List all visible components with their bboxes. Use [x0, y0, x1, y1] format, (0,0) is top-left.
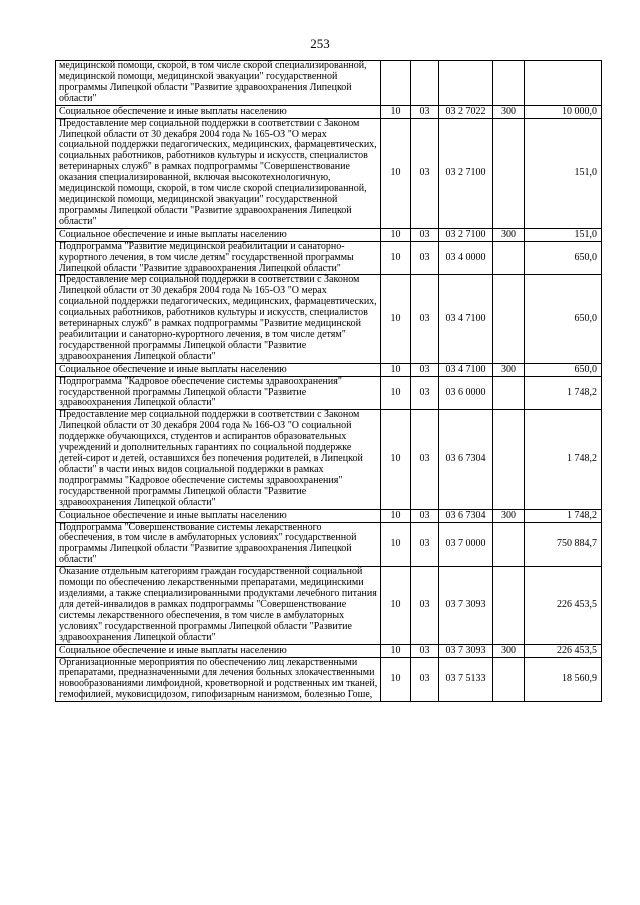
row-amount: 18 560,9	[525, 657, 602, 702]
row-subsection	[411, 61, 439, 106]
row-amount: 1 748,2	[525, 509, 602, 522]
row-expense-type	[493, 241, 525, 275]
row-target-article: 03 6 0000	[439, 376, 493, 410]
row-description: медицинской помощи, скорой, в том числе скорой специализированной, медицинской помощи, медицинской эвакуации" государственной программы Липецкой области "Развитие здравоохранения Липецкой области"	[56, 61, 381, 106]
row-target-article: 03 6 7304	[439, 509, 493, 522]
row-subsection: 03	[411, 376, 439, 410]
table-row	[56, 376, 602, 410]
row-description: Социальное обеспечение и иные выплаты населению	[56, 644, 381, 657]
table-row	[56, 522, 602, 567]
row-section: 10	[381, 567, 411, 644]
row-amount: 151,0	[525, 228, 602, 241]
row-target-article: 03 6 7304	[439, 410, 493, 509]
row-target-article: 03 2 7100	[439, 118, 493, 228]
row-expense-type	[493, 118, 525, 228]
row-amount: 1 748,2	[525, 376, 602, 410]
row-section: 10	[381, 509, 411, 522]
row-expense-type	[493, 410, 525, 509]
row-subsection: 03	[411, 644, 439, 657]
row-expense-type	[493, 376, 525, 410]
row-subsection: 03	[411, 567, 439, 644]
row-expense-type: 300	[493, 228, 525, 241]
row-target-article	[439, 61, 493, 106]
row-amount: 650,0	[525, 241, 602, 275]
table-row	[56, 567, 602, 644]
row-amount: 10 000,0	[525, 105, 602, 118]
row-section: 10	[381, 241, 411, 275]
table-row	[56, 410, 602, 509]
row-section	[381, 61, 411, 106]
row-section: 10	[381, 363, 411, 376]
row-description: Социальное обеспечение и иные выплаты населению	[56, 509, 381, 522]
row-section: 10	[381, 522, 411, 567]
table-row	[56, 241, 602, 275]
row-target-article: 03 2 7022	[439, 105, 493, 118]
row-section: 10	[381, 105, 411, 118]
row-expense-type	[493, 657, 525, 702]
row-section: 10	[381, 275, 411, 363]
row-section: 10	[381, 118, 411, 228]
row-description: Социальное обеспечение и иные выплаты населению	[56, 105, 381, 118]
row-target-article: 03 7 3093	[439, 644, 493, 657]
row-expense-type: 300	[493, 644, 525, 657]
row-target-article: 03 4 7100	[439, 275, 493, 363]
row-expense-type: 300	[493, 363, 525, 376]
row-description: Оказание отдельным категориям граждан государственной социальной помощи по обеспечению лекарственными препаратами, медицинскими изделиями, а также специализированными продуктами лечебного питания для детей-инвалидов в рамках подпрограммы "Совершенствование системы лекарственного обеспечения, в том числе в амбулаторных условиях" государственной программы Липецкой области "Развитие здравоохранения Липецкой области"	[56, 567, 381, 644]
row-amount: 650,0	[525, 363, 602, 376]
table-row	[56, 657, 602, 702]
row-subsection: 03	[411, 509, 439, 522]
row-description: Организационные мероприятия по обеспечению лиц лекарственными препаратами, предназначенными для лечения больных злокачественными новообразованиями лимфоидной, кроветворной и родственных им тканей, гемофилией, муковисцидозом, гипофизарным нанизмом, болезнью Гоше,	[56, 657, 381, 702]
row-subsection: 03	[411, 275, 439, 363]
row-subsection: 03	[411, 228, 439, 241]
row-description: Социальное обеспечение и иные выплаты населению	[56, 363, 381, 376]
table-row	[56, 61, 602, 106]
row-target-article: 03 7 3093	[439, 567, 493, 644]
row-description: Подпрограмма "Развитие медицинской реабилитации и санаторно-курортного лечения, в том числе детям" государственной программы Липецкой области "Развитие здравоохранения Липецкой области"	[56, 241, 381, 275]
row-section: 10	[381, 644, 411, 657]
row-amount: 226 453,5	[525, 644, 602, 657]
budget-table-body	[56, 61, 602, 702]
row-expense-type	[493, 275, 525, 363]
table-row	[56, 118, 602, 228]
row-expense-type: 300	[493, 509, 525, 522]
row-description: Предоставление мер социальной поддержки в соответствии с Законом Липецкой области от 30 декабря 2004 года № 165-ОЗ "О мерах социальной поддержки педагогических, медицинских, фармацевтических, социальных работников, работников культуры и искусств, специалистов ветеринарных служб" в рамках подпрограммы "Совершенствование оказания специализированной, включая высокотехнологичную, медицинской помощи, скорой, в том числе скорой специализированной, медицинской помощи, медицинской эвакуации" государственной программы Липецкой области "Развитие здравоохранения Липецкой области"	[56, 118, 381, 228]
row-amount: 750 884,7	[525, 522, 602, 567]
table-row	[56, 275, 602, 363]
row-description: Социальное обеспечение и иные выплаты населению	[56, 228, 381, 241]
budget-table	[55, 60, 602, 702]
row-description: Подпрограмма "Кадровое обеспечение системы здравоохранения" государственной программы Липецкой области "Развитие здравоохранения Липецкой области"	[56, 376, 381, 410]
row-subsection: 03	[411, 118, 439, 228]
row-description: Предоставление мер социальной поддержки в соответствии с Законом Липецкой области от 30 декабря 2004 года № 166-ОЗ "О социальной поддержке обучающихся, студентов и аспирантов образовательных учреждений и дополнительных гарантиях по социальной поддержке детей-сирот и детей, оставшихся без попечения родителей, в Липецкой области" в части иных видов социальной поддержки в рамках подпрограммы "Кадровое обеспечение системы здравоохранения" государственной программы Липецкой области "Развитие здравоохранения Липецкой области"	[56, 410, 381, 509]
row-amount: 226 453,5	[525, 567, 602, 644]
row-amount: 151,0	[525, 118, 602, 228]
row-description: Предоставление мер социальной поддержки в соответствии с Законом Липецкой области от 30 декабря 2004 года № 165-ОЗ "О мерах социальной поддержки педагогических, медицинских, фармацевтических, социальных работников, работников культуры и искусств, специалистов ветеринарных служб" в рамках подпрограммы "Развитие медицинской реабилитации и санаторно-курортного лечения, в том числе детям" государственной программы Липецкой области "Развитие здравоохранения Липецкой области"	[56, 275, 381, 363]
table-row	[56, 228, 602, 241]
row-amount: 650,0	[525, 275, 602, 363]
row-section: 10	[381, 376, 411, 410]
row-subsection: 03	[411, 363, 439, 376]
row-section: 10	[381, 410, 411, 509]
row-amount	[525, 61, 602, 106]
row-description: Подпрограмма "Совершенствование системы лекарственного обеспечения, в том числе в амбулаторных условиях" государственной программы Липецкой области "Развитие здравоохранения Липецкой области"	[56, 522, 381, 567]
row-amount: 1 748,2	[525, 410, 602, 509]
row-subsection: 03	[411, 657, 439, 702]
row-target-article: 03 7 0000	[439, 522, 493, 567]
table-row	[56, 509, 602, 522]
table-row	[56, 644, 602, 657]
row-subsection: 03	[411, 522, 439, 567]
row-subsection: 03	[411, 241, 439, 275]
row-section: 10	[381, 228, 411, 241]
page-number: 253	[310, 36, 330, 51]
row-subsection: 03	[411, 410, 439, 509]
row-target-article: 03 2 7100	[439, 228, 493, 241]
row-expense-type: 300	[493, 105, 525, 118]
row-target-article: 03 7 5133	[439, 657, 493, 702]
table-row	[56, 105, 602, 118]
row-section: 10	[381, 657, 411, 702]
row-subsection: 03	[411, 105, 439, 118]
row-expense-type	[493, 522, 525, 567]
row-target-article: 03 4 7100	[439, 363, 493, 376]
row-expense-type	[493, 567, 525, 644]
row-expense-type	[493, 61, 525, 106]
table-row	[56, 363, 602, 376]
row-target-article: 03 4 0000	[439, 241, 493, 275]
